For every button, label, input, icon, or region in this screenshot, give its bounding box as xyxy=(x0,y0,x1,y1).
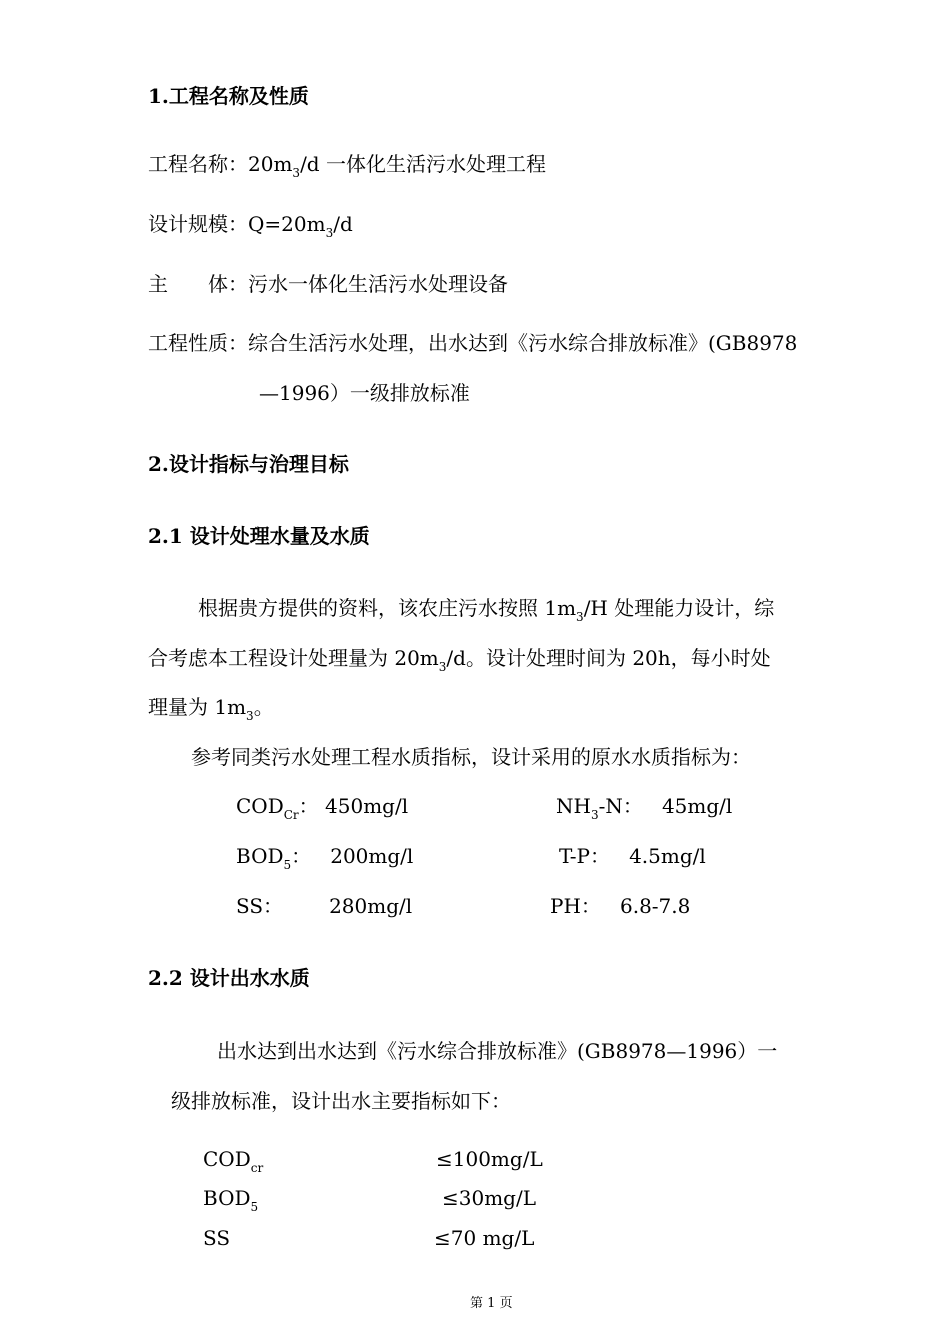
indicator-tp: T-P： 4.5mg/l xyxy=(559,844,706,868)
paragraph-line: 级排放标准，设计出水主要指标如下： xyxy=(171,1089,511,1113)
project-nature-line xyxy=(148,331,797,355)
paragraph-line: 参考同类污水处理工程水质指标，设计采用的原水水质指标为： xyxy=(191,745,751,769)
project-nature-continuation: —1996）一级排放标准 xyxy=(259,381,470,405)
effluent-ss-value: ≤70 mg/L xyxy=(434,1226,535,1250)
section-heading-2-1: 2.1 设计处理水量及水质 xyxy=(148,524,370,548)
indicator-ss: SS： 280mg/l xyxy=(236,894,413,918)
design-scale-label: 设计规模： xyxy=(148,212,248,236)
main-body-label: 主 体： xyxy=(148,272,248,296)
project-name-value: $20m_3/d$ 一体化生活污水处理工程 xyxy=(248,152,546,180)
effluent-cod-name: $COD_{cr}$ xyxy=(203,1147,264,1175)
section-heading-1: 1.工程名称及性质 xyxy=(148,84,309,108)
project-name-label: 工程名称： xyxy=(148,152,248,176)
design-scale-line xyxy=(148,212,353,245)
main-body-line xyxy=(148,272,508,296)
effluent-cod-value: ≤100mg/L xyxy=(436,1147,543,1171)
project-nature-label: 工程性质： xyxy=(148,331,248,355)
indicator-nh3n: $NH_3-N$： 45mg/l xyxy=(556,794,733,822)
effluent-ss-name: SS xyxy=(203,1226,231,1250)
indicator-cod: $COD_{Cr}$： 450mg/l xyxy=(236,794,409,822)
project-nature-value: 综合生活污水处理，出水达到《污水综合排放标准》(GB8978 xyxy=(248,331,798,355)
main-body-value: 污水一体化生活污水处理设备 xyxy=(248,272,508,296)
indicator-bod: $BOD_5$： 200mg/l xyxy=(236,844,414,872)
section-heading-2: 2.设计指标与治理目标 xyxy=(148,452,349,476)
effluent-bod-value: ≤30mg/L xyxy=(442,1186,536,1210)
project-name-line xyxy=(148,152,546,185)
section-heading-2-2: 2.2 设计出水水质 xyxy=(148,966,310,990)
paragraph-line: 出水达到出水达到《污水综合排放标准》(GB8978—1996）一 xyxy=(217,1039,778,1063)
design-scale-value: $Q=20m_3/d$ xyxy=(248,212,353,240)
paragraph-line: 理量为 $1m_3$。 xyxy=(148,695,274,723)
paragraph-line: 根据贵方提供的资料，该农庄污水按照 $1m_3/H$ 处理能力设计，综 xyxy=(198,596,775,624)
page-number-footer: 第 1 页 xyxy=(470,1296,513,1311)
indicator-ph: PH： 6.8-7.8 xyxy=(550,894,691,918)
paragraph-line: 合考虑本工程设计处理量为 $20m_3/d$。设计处理时间为 20h，每小时处 xyxy=(148,646,771,674)
effluent-bod-name: $BOD_5$ xyxy=(203,1186,259,1214)
